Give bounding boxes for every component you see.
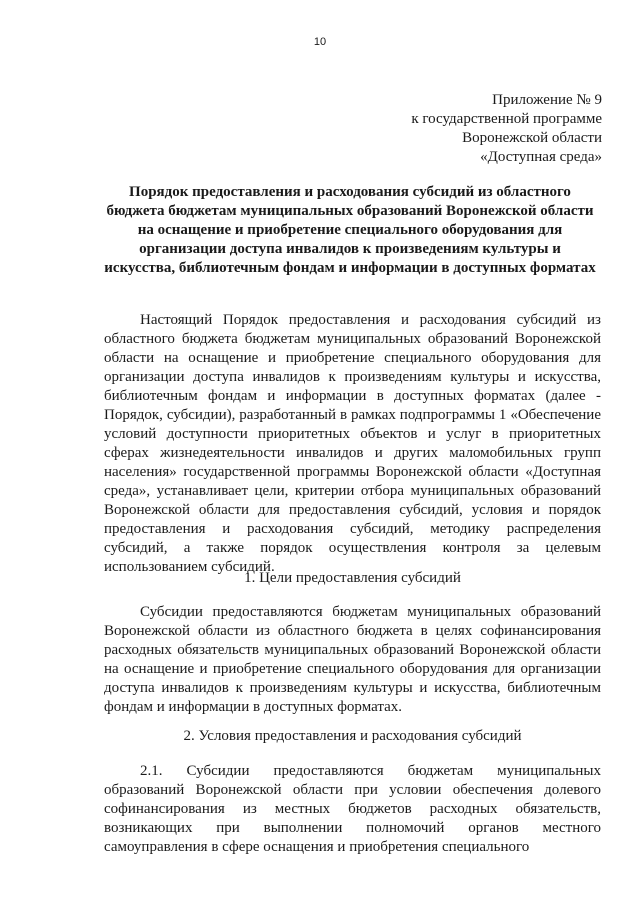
section-heading-conditions: 2. Условия предоставления и расходования субсидий — [183, 728, 522, 744]
section-heading-goals: 1. Цели предоставления субсидий — [244, 570, 461, 586]
appendix-line: к государственной программе — [411, 111, 602, 127]
appendix-line: Приложение № 9 — [492, 92, 602, 108]
intro-paragraph: Настоящий Порядок предоставления и расходования субсидий из областного бюджета бюджетам муниципальных образований Воронежской области на оснащение и приобретение специального оборудования для организации доступа инвалидов к произведениям культуры и искусства, библиотечным фондам и информации в доступных форматах (далее - Порядок, субсидии), разработанный в рамках подпрограммы 1 «Обеспечение условий доступности приоритетных объектов и услуг в приоритетных сферах жизнедеятельности инвалидов и других маломобильных групп населения» государственной программы Воронежской области «Доступная среда», устанавливает цели, критерии отбора муниципальных образований Воронежской области для предоставления субсидий, условия и порядок предоставления и расходования субсидий, методику распределения субсидий, а также порядок осуществления контроля за целевым использованием субсидий. — [104, 312, 601, 575]
page-number: 10 — [313, 36, 327, 48]
appendix-header — [411, 91, 602, 167]
section-conditions-paragraph: 2.1. Субсидии предоставляются бюджетам муниципальных образований Воронежской области при условии обеспечения долевого софинансирования из местных бюджетов расходных обязательств, возникающих при выполнении полномочий органов местного самоуправления в сфере оснащения и приобретения специального — [104, 763, 601, 855]
appendix-line: «Доступная среда» — [480, 149, 602, 165]
section-goals-paragraph: Субсидии предоставляются бюджетам муниципальных образований Воронежской области из областного бюджета в целях софинансирования расходных обязательств муниципальных образований Воронежской области на оснащение и приобретение специального оборудования для организации доступа инвалидов к произведениям культуры и искусства, библиотечным фондам и информации в доступных форматах. — [104, 604, 601, 715]
appendix-line: Воронежской области — [462, 130, 602, 146]
document-title: Порядок предоставления и расходования субсидий из областного бюджета бюджетам муниципальных образований Воронежской области на оснащение и приобретение специального оборудования для организации доступа инвалидов к произведениям культуры и искусства, библиотечным фондам и информации в доступных форматах — [104, 184, 596, 276]
